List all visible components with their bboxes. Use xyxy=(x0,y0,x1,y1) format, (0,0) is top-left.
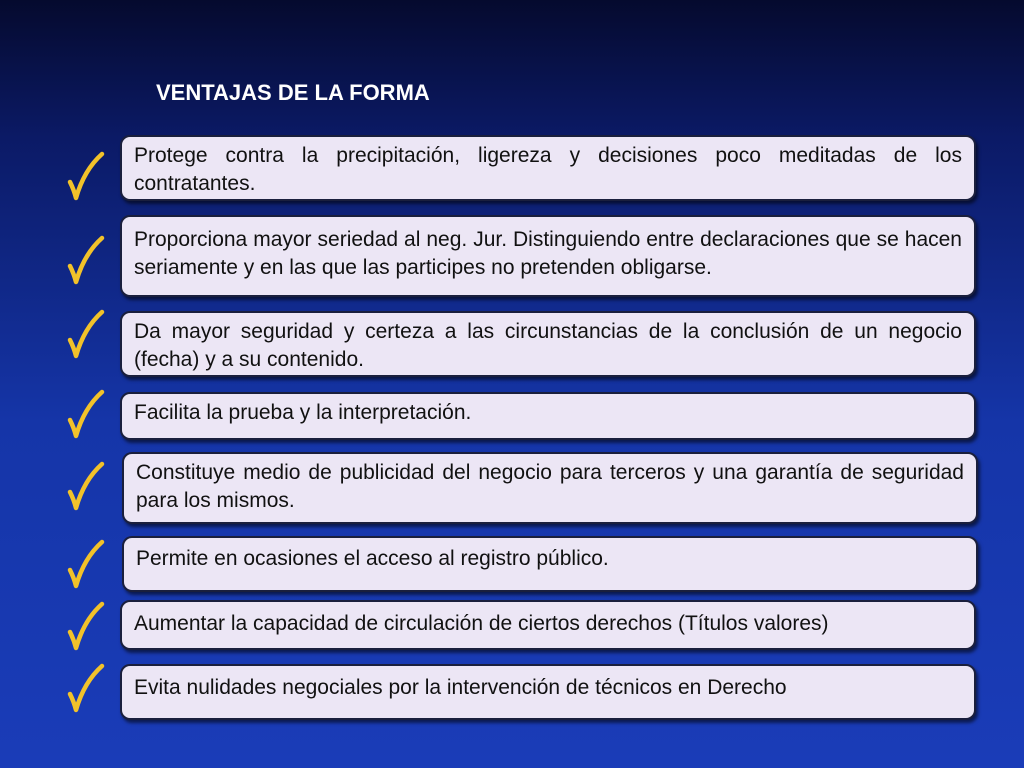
list-item xyxy=(120,600,976,650)
list-item-text: Facilita la prueba y la interpretación. xyxy=(134,401,472,424)
check-icon xyxy=(66,388,106,444)
list-item-text: Protege contra la precipitación, ligereza y decisiones poco meditadas de los contratantes. xyxy=(134,144,962,195)
check-icon xyxy=(66,460,106,516)
list-item-text: Evita nulidades negociales por la intervención de técnicos en Derecho xyxy=(134,676,787,699)
check-icon xyxy=(66,538,106,594)
check-icon xyxy=(66,308,106,364)
list-item xyxy=(122,536,978,592)
list-item xyxy=(120,392,976,440)
list-item xyxy=(120,215,976,297)
list-item xyxy=(120,135,976,201)
list-item-text: Proporciona mayor seriedad al neg. Jur. Distinguiendo entre declaraciones que se hacen seriamente y en las que las participes no pretenden obligarse. xyxy=(134,228,962,279)
list-item xyxy=(120,664,976,720)
list-item xyxy=(120,311,976,377)
check-icon xyxy=(66,150,106,206)
list-item-text: Constituye medio de publicidad del negocio para terceros y una garantía de seguridad para los mismos. xyxy=(136,461,964,512)
slide-title: VENTAJAS DE LA FORMA xyxy=(156,80,430,105)
check-icon xyxy=(66,234,106,290)
list-item xyxy=(122,452,978,524)
check-icon xyxy=(66,600,106,656)
list-item-text: Da mayor seguridad y certeza a las circunstancias de la conclusión de un negocio (fecha) y a su contenido. xyxy=(134,320,962,371)
list-item-text: Aumentar la capacidad de circulación de ciertos derechos (Títulos valores) xyxy=(134,612,829,635)
check-icon xyxy=(66,662,106,718)
list-item-text: Permite en ocasiones el acceso al registro público. xyxy=(136,547,609,570)
